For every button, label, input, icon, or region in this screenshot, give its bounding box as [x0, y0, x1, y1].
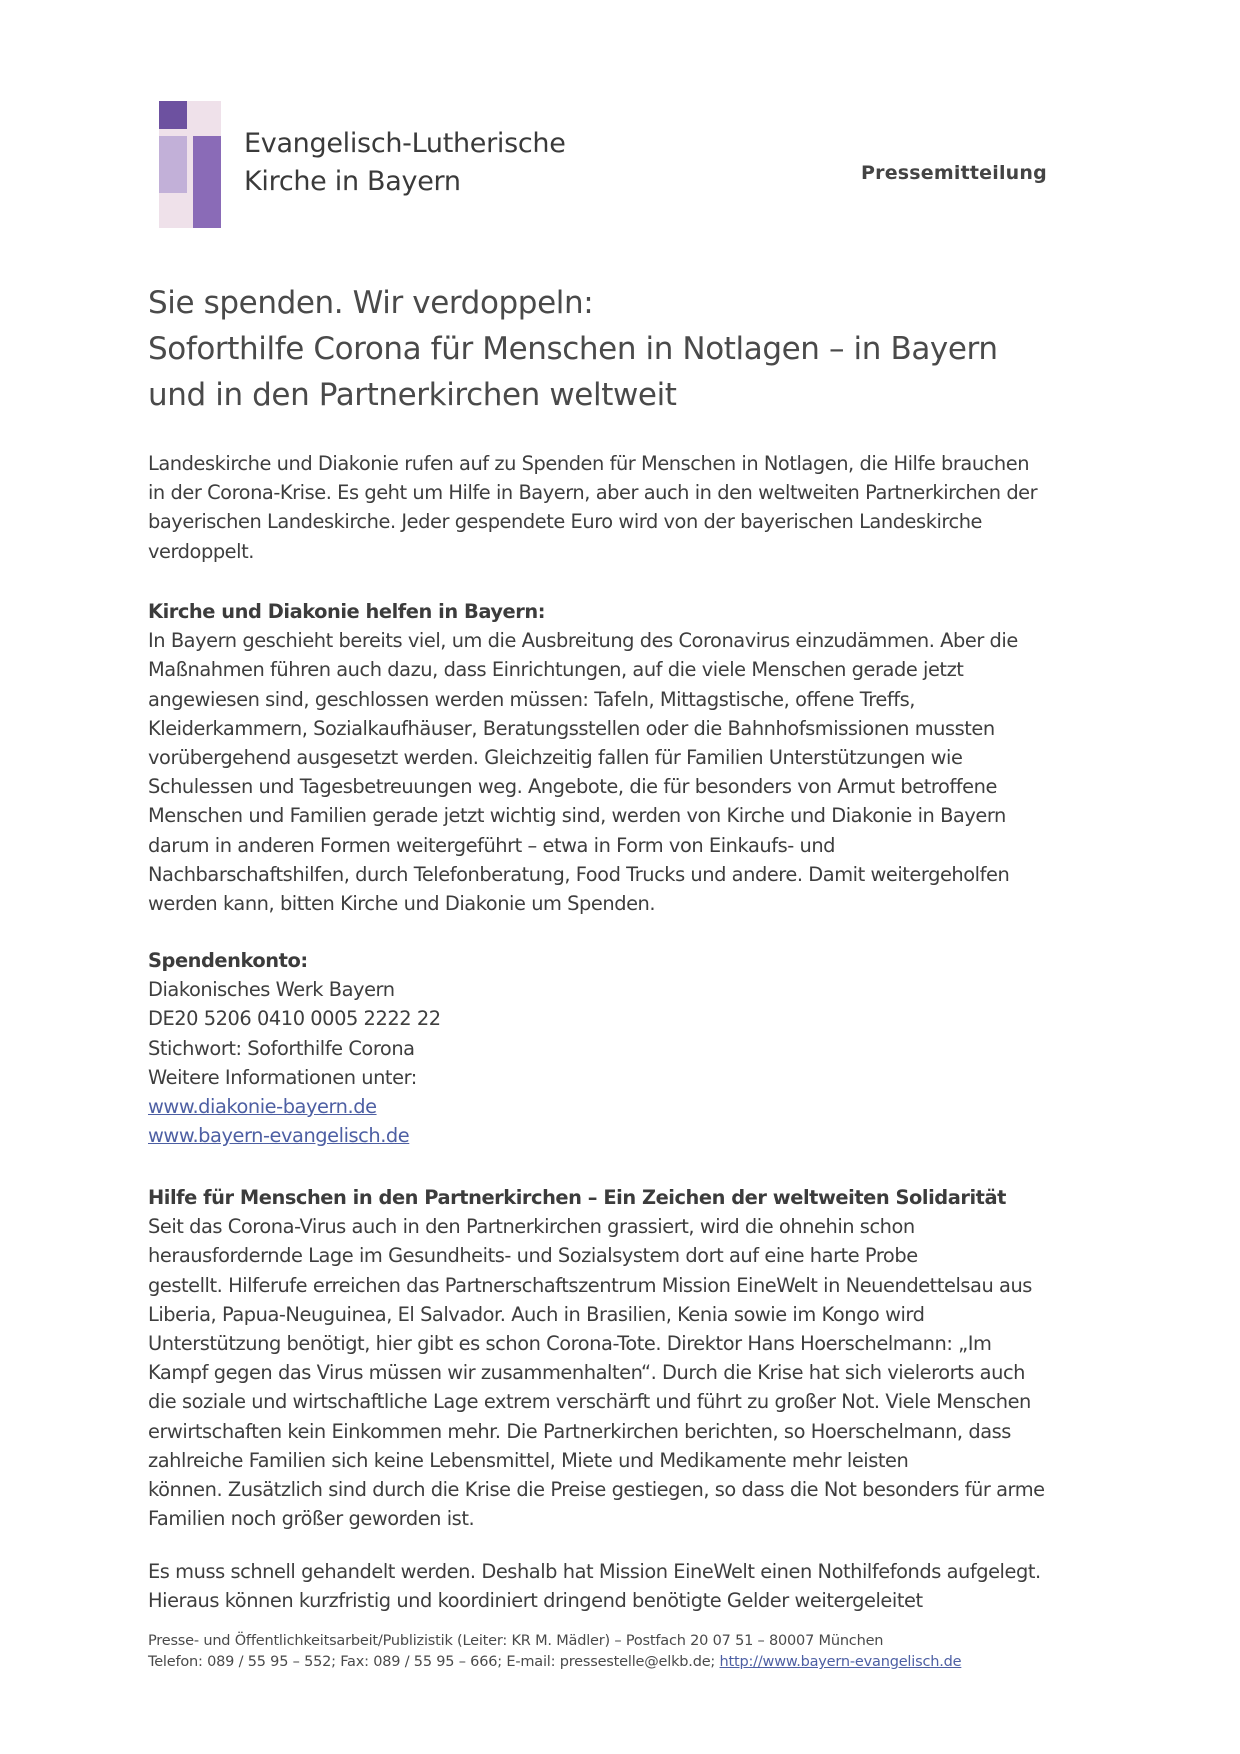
footer-website-link[interactable]: http://www.bayern-evangelisch.de: [719, 1654, 962, 1670]
title-line2: Soforthilfe Corona für Menschen in Notlagen – in Bayern: [148, 331, 998, 367]
footer-contact: [148, 1652, 961, 1673]
donation-iban: DE20 5206 0410 0005 2222 22: [148, 1007, 441, 1031]
section-bayern-line: werden kann, bitten Kirche und Diakonie um Spenden.: [148, 892, 656, 916]
intro-line: in der Corona-Krise. Es geht um Hilfe in Bayern, aber auch in den weltweiten Partnerkirchen der: [148, 481, 1038, 505]
section-bayern-line: Nachbarschaftshilfen, durch Telefonberatung, Food Trucks und andere. Damit weitergeholfen: [148, 862, 1010, 886]
footer-contact-text: Telefon: 089 / 55 95 – 552; Fax: 089 / 55 95 – 666; E-mail: pressestelle@elkb.de;: [148, 1654, 720, 1670]
section-bayern-line: Maßnahmen führen auch dazu, dass Einrichtungen, auf die viele Menschen gerade jetzt: [148, 658, 964, 682]
intro-line: Landeskirche und Diakonie rufen auf zu Spenden für Menschen in Notlagen, die Hilfe brauchen: [148, 452, 1030, 475]
link-diakonie-bayern[interactable]: www.diakonie-bayern.de: [148, 1095, 377, 1119]
section-bayern-line: angewiesen sind, geschlossen werden müssen: Tafeln, Mittagstische, offene Treffs,: [148, 687, 915, 711]
section-bayern-line: vorübergehend ausgesetzt werden. Gleichzeitig fallen für Familien Unterstützungen wie: [148, 746, 963, 770]
link-bayern-evangelisch[interactable]: www.bayern-evangelisch.de: [148, 1124, 410, 1148]
closing-line: Hieraus können kurzfristig und koordiniert dringend benötigte Gelder weitergeleitet: [148, 1589, 923, 1613]
title-line3: und in den Partnerkirchen weltweit: [148, 377, 677, 413]
section-bayern-heading: Kirche und Diakonie helfen in Bayern:: [148, 600, 546, 623]
org-name-line2: Kirche in Bayern: [244, 166, 461, 197]
donation-account: [148, 946, 1098, 1150]
section-bayern-line: In Bayern geschieht bereits viel, um die Ausbreitung des Coronavirus einzudämmen. Aber die: [148, 629, 1018, 653]
page-footer: [148, 1631, 961, 1673]
section-bayern-line: Kleiderkammern, Sozialkaufhäuser, Beratungsstellen oder die Bahnhofsmissionen mussten: [148, 716, 995, 740]
intro-paragraph: [148, 449, 1098, 566]
footer-address: Presse- und Öffentlichkeitsarbeit/Publizistik (Leiter: KR M. Mädler) – Postfach 20 07 51 – 80007 München: [148, 1633, 884, 1649]
intro-line: bayerischen Landeskirche. Jeder gespendete Euro wird von der bayerischen Landeskirche: [148, 510, 983, 534]
section-partner-line: können. Zusätzlich sind durch die Krise die Preise gestiegen, so dass die Not besonders für arme: [148, 1478, 1045, 1502]
org-name-line1: Evangelisch-Lutherische: [244, 128, 566, 159]
intro-line: verdoppelt.: [148, 539, 254, 563]
section-partner-line: erwirtschaften kein Einkommen mehr. Die Partnerkirchen berichten, so Hoerschelmann, dass: [148, 1419, 1011, 1443]
section-partner-line: Liberia, Papua-Neuguinea, El Salvador. Auch in Brasilien, Kenia sowie im Kongo wird: [148, 1302, 925, 1326]
section-partner-line: die soziale und wirtschaftliche Lage extrem verschärft und führt zu großer Not. Viele Menschen: [148, 1390, 1031, 1414]
donation-keyword: Stichwort: Soforthilfe Corona: [148, 1036, 415, 1060]
donation-heading: Spendenkonto:: [148, 949, 308, 972]
section-partner-line: herausfordernde Lage im Gesundheits- und Sozialsystem dort auf eine harte Probe: [148, 1244, 918, 1268]
section-partner: [148, 1183, 1098, 1533]
section-partner-line: Seit das Corona-Virus auch in den Partnerkirchen grassiert, wird die ohnehin schon: [148, 1215, 915, 1239]
donation-recipient: Diakonisches Werk Bayern: [148, 978, 395, 1002]
org-name: [244, 125, 566, 201]
page-title: [148, 280, 998, 418]
section-bayern: [148, 597, 1098, 918]
document-type: Pressemitteilung: [861, 162, 1047, 184]
donation-more-info: Weitere Informationen unter:: [148, 1065, 417, 1089]
section-partner-heading: Hilfe für Menschen in den Partnerkirchen – Ein Zeichen der weltweiten Solidarität: [148, 1186, 1006, 1209]
section-bayern-line: darum in anderen Formen weitergeführt – etwa in Form von Einkaufs- und: [148, 833, 836, 857]
closing-line: Es muss schnell gehandelt werden. Deshalb hat Mission EineWelt einen Nothilfefonds aufgelegt.: [148, 1560, 1041, 1583]
section-bayern-line: Menschen und Familien gerade jetzt wichtig sind, werden von Kirche und Diakonie in Bayern: [148, 804, 1006, 828]
section-partner-line: gestellt. Hilferufe erreichen das Partnerschaftszentrum Mission EineWelt in Neuendettelsau aus: [148, 1273, 1032, 1297]
logo-medium-block: [193, 136, 221, 228]
logo-dark-square: [159, 101, 187, 129]
section-partner-line: Kampf gegen das Virus müssen wir zusammenhalten“. Durch die Krise hat sich vielerorts auch: [148, 1361, 1025, 1385]
section-partner-line: Familien noch größer geworden ist.: [148, 1507, 475, 1531]
section-bayern-line: Schulessen und Tagesbetreuungen weg. Angebote, die für besonders von Armut betroffene: [148, 775, 997, 799]
section-partner-line: Unterstützung benötigt, hier gibt es schon Corona-Tote. Direktor Hans Hoerschelmann: „Im: [148, 1332, 992, 1356]
closing-paragraph: [148, 1557, 1098, 1615]
title-line1: Sie spenden. Wir verdoppeln:: [148, 285, 594, 321]
logo-light-block: [159, 136, 187, 193]
section-partner-line: zahlreiche Familien sich keine Lebensmittel, Miete und Medikamente mehr leisten: [148, 1448, 909, 1472]
church-logo: [159, 101, 221, 228]
